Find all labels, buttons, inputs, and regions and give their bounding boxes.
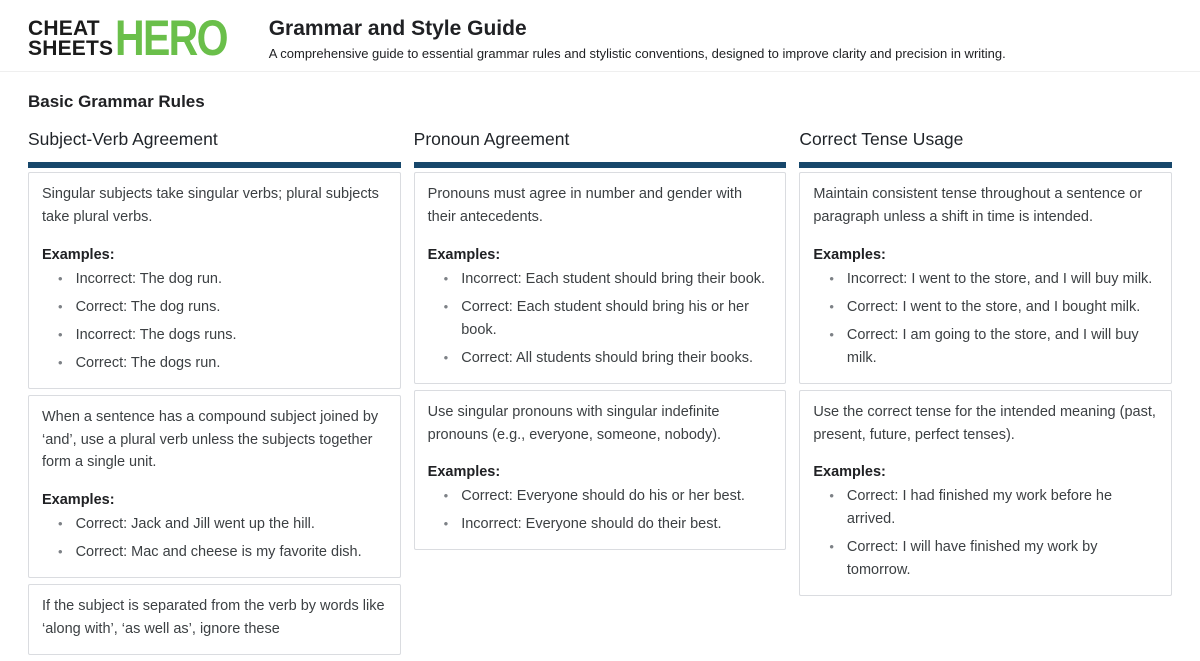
rule-card: [414, 172, 787, 383]
column-accent-bar: [799, 162, 1172, 168]
example-text: Incorrect: Each student should bring their book.: [461, 271, 766, 287]
rule-description: Singular subjects take singular verbs; plural subjects take plural verbs.: [42, 186, 379, 226]
bullet-icon: [829, 296, 834, 319]
example-text: Correct: I had finished my work before he arrived.: [846, 488, 1113, 528]
rule-card: [799, 390, 1172, 596]
examples-label: Examples:: [42, 492, 115, 509]
bullet-icon: [58, 268, 63, 291]
rule-card: [28, 395, 401, 579]
examples-list: [813, 268, 1158, 370]
example-text: Correct: Mac and cheese is my favorite dish.: [75, 544, 362, 561]
example-item: [58, 352, 387, 375]
example-text: Correct: I will have finished my work by tomorrow.: [846, 539, 1098, 579]
bullet-icon: [444, 513, 449, 536]
column-title: Correct Tense Usage: [799, 129, 964, 150]
logo-wordmark: [28, 16, 114, 60]
example-text: Correct: The dog runs.: [75, 298, 221, 315]
example-text: Incorrect: The dogs runs.: [75, 326, 237, 343]
example-text: Correct: I am going to the store, and I will buy milk.: [846, 326, 1139, 366]
column-pronoun-agreement: [414, 129, 787, 661]
example-item: [444, 347, 773, 370]
rule-card: [28, 172, 401, 388]
rule-description: Use the correct tense for the intended meaning (past, present, future, perfect tenses).: [813, 403, 1156, 443]
rule-card: [414, 390, 787, 551]
bullet-icon: [444, 347, 449, 370]
examples-list: [42, 268, 387, 375]
rule-description: Pronouns must agree in number and gender with their antecedents.: [427, 186, 743, 226]
example-item: [58, 541, 387, 564]
rule-description: Maintain consistent tense throughout a sentence or paragraph unless a shift in time is intended.: [813, 186, 1143, 226]
rules-columns: [0, 129, 1200, 661]
column-title: Pronoun Agreement: [413, 129, 570, 150]
bullet-icon: [58, 352, 63, 375]
examples-list: [428, 268, 773, 370]
logo-word-sheets: SHEETS: [28, 36, 114, 60]
example-item: [444, 513, 773, 536]
example-text: Correct: Everyone should do his or her best.: [461, 488, 745, 505]
examples-list: [813, 485, 1158, 582]
example-item: [444, 296, 773, 342]
section-title: Basic Grammar Rules: [28, 92, 205, 112]
example-text: Incorrect: The dog run.: [75, 271, 222, 287]
bullet-icon: [829, 324, 834, 370]
column-correct-tense-usage: [799, 129, 1172, 661]
examples-label: Examples:: [427, 464, 501, 481]
bullet-icon: [58, 324, 63, 347]
example-item: [829, 324, 1158, 370]
bullet-icon: [444, 485, 449, 508]
rule-card: [28, 584, 401, 655]
examples-label: Examples:: [42, 247, 115, 263]
column-accent-bar: [414, 162, 787, 168]
examples-list: [428, 485, 773, 536]
bullet-icon: [444, 296, 449, 342]
bullet-icon: [829, 485, 834, 531]
example-text: Correct: Each student should bring his or her book.: [461, 298, 749, 338]
example-item: [58, 268, 387, 291]
examples-label: Examples:: [813, 247, 886, 263]
example-item: [829, 536, 1158, 582]
bullet-icon: [829, 268, 834, 291]
example-text: Incorrect: I went to the store, and I will buy milk.: [846, 271, 1153, 287]
example-item: [444, 485, 773, 508]
example-item: [58, 324, 387, 347]
example-item: [444, 268, 773, 291]
example-item: [829, 485, 1158, 531]
page-subtitle: A comprehensive guide to essential grammar rules and stylistic conventions, designed to improve clarity and precision in writing.: [268, 46, 1006, 62]
page-title: Grammar and Style Guide: [268, 17, 527, 40]
examples-label: Examples:: [427, 247, 501, 263]
title-block: [269, 16, 1006, 61]
example-item: [58, 296, 387, 319]
bullet-icon: [444, 268, 449, 291]
rule-description: When a sentence has a compound subject joined by ‘and’, use a plural verb unless the subjects together form a single unit.: [42, 408, 379, 471]
rule-description: Use singular pronouns with singular indefinite pronouns (e.g., everyone, someone, nobody).: [427, 403, 722, 443]
example-item: [58, 513, 387, 536]
column-accent-bar: [28, 162, 401, 168]
rule-card: [799, 172, 1172, 383]
examples-label: Examples:: [813, 464, 886, 481]
bullet-icon: [58, 296, 63, 319]
logo-word-hero: HERO: [115, 10, 228, 67]
example-item: [829, 268, 1158, 291]
example-text: Correct: I went to the store, and I bought milk.: [846, 298, 1141, 315]
bullet-icon: [58, 541, 63, 564]
bullet-icon: [58, 513, 63, 536]
example-text: Incorrect: Everyone should do their best.: [461, 516, 722, 533]
rule-description: If the subject is separated from the verb by words like ‘along with’, ‘as well as’, ignore these: [42, 598, 385, 638]
examples-list: [42, 513, 387, 564]
cheatsheetshero-logo[interactable]: [28, 10, 252, 67]
column-title: Subject-Verb Agreement: [28, 129, 218, 150]
bullet-icon: [829, 536, 834, 582]
example-text: Correct: Jack and Jill went up the hill.: [75, 516, 315, 533]
column-subject-verb-agreement: [28, 129, 401, 661]
logo-word-cheat: CHEAT: [28, 16, 100, 40]
page-header: [0, 0, 1200, 72]
example-text: Correct: All students should bring their books.: [461, 349, 753, 366]
example-item: [829, 296, 1158, 319]
example-text: Correct: The dogs run.: [75, 354, 221, 371]
